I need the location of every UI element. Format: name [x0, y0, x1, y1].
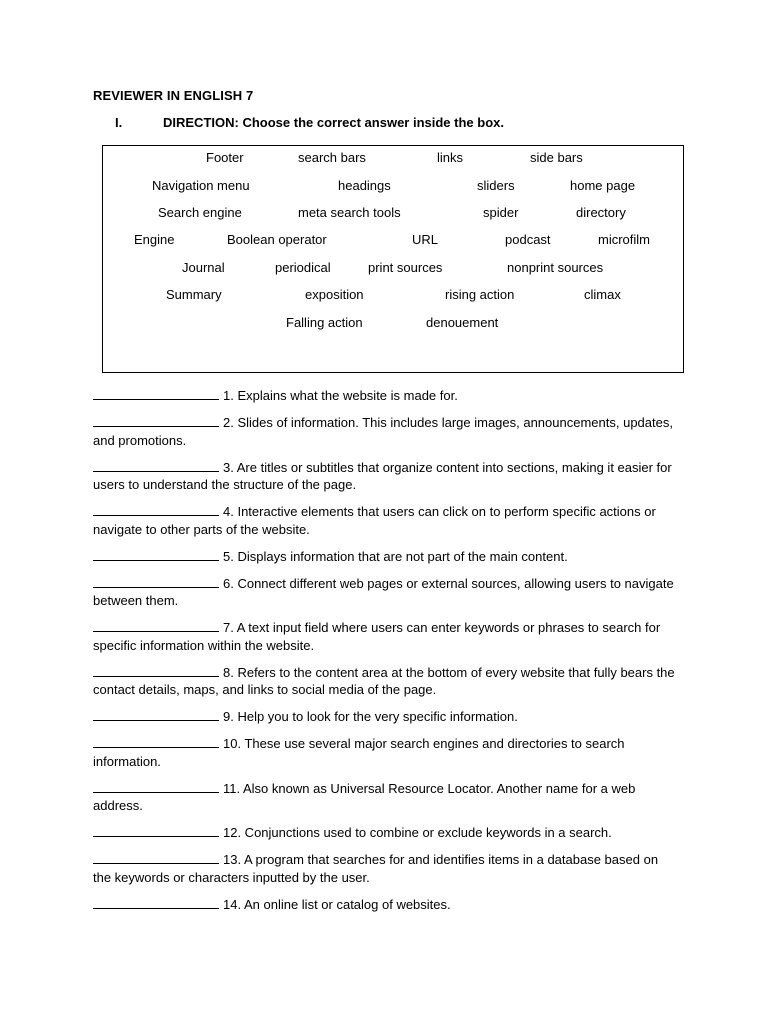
section-numeral: I. [115, 115, 123, 130]
direction-line [163, 115, 504, 130]
question-text: 12. Conjunctions used to combine or exclude keywords in a search. [223, 825, 612, 840]
answer-blank[interactable] [93, 781, 219, 793]
choice-item: links [437, 150, 464, 165]
choice-item: Search engine [158, 205, 242, 220]
choice-item: Journal [182, 260, 225, 275]
question-item [93, 735, 679, 770]
answer-blank[interactable] [93, 709, 219, 721]
question-item [93, 896, 679, 914]
choice-item: Summary [166, 287, 222, 302]
question-text: 4. Interactive elements that users can click on to perform specific actions or navigate to other parts of the website. [93, 504, 656, 537]
answer-blank[interactable] [93, 504, 219, 516]
choice-item: sliders [477, 178, 515, 193]
choice-item: print sources [368, 260, 443, 275]
question-item [93, 459, 679, 494]
question-item [93, 548, 679, 566]
question-text: 8. Refers to the content area at the bottom of every website that fully bears the contact details, maps, and links to social media of the page. [93, 664, 675, 697]
page-title: REVIEWER IN ENGLISH 7 [93, 88, 254, 103]
question-item [93, 414, 679, 449]
choice-item: URL [412, 232, 439, 247]
answer-blank[interactable] [93, 460, 219, 472]
choice-item: exposition [305, 287, 364, 302]
choice-item: side bars [530, 150, 583, 165]
choice-item: climax [584, 287, 621, 302]
answer-blank[interactable] [93, 665, 219, 677]
question-item [93, 664, 679, 699]
question-item [93, 851, 679, 886]
direction-label: DIRECTION: [163, 115, 239, 130]
question-item [93, 619, 679, 654]
choice-item: Navigation menu [152, 178, 250, 193]
choice-item: Engine [134, 232, 175, 247]
answer-blank[interactable] [93, 549, 219, 561]
answer-blank[interactable] [93, 736, 219, 748]
question-item [93, 575, 679, 610]
choice-item: rising action [445, 287, 515, 302]
question-text: 13. A program that searches for and identifies items in a database based on the keywords or characters inputted by the user. [93, 852, 659, 885]
question-item [93, 387, 679, 405]
choice-item: nonprint sources [507, 260, 604, 275]
question-text: 6. Connect different web pages or external sources, allowing users to navigate between them. [93, 575, 674, 608]
question-text: 10. These use several major search engines and directories to search information. [93, 736, 625, 769]
answer-blank[interactable] [93, 620, 219, 632]
choice-item: denouement [426, 315, 499, 330]
question-item [93, 780, 679, 815]
choice-item: Boolean operator [227, 232, 327, 247]
choices-box [102, 145, 684, 373]
question-text: 5. Displays information that are not part of the main content. [223, 548, 568, 564]
direction-text: Choose the correct answer inside the box. [242, 115, 504, 130]
question-item [93, 708, 679, 726]
answer-blank[interactable] [93, 897, 219, 909]
question-item [93, 503, 679, 538]
choice-item: Falling action [286, 315, 363, 330]
choice-item: search bars [298, 150, 366, 165]
choice-item: home page [570, 178, 636, 193]
question-text: 3. Are titles or subtitles that organize content into sections, making it easier for users to understand the structure of the page. [93, 459, 672, 492]
choice-item: spider [483, 205, 519, 220]
choice-item: Footer [206, 150, 244, 165]
answer-blank[interactable] [93, 825, 219, 837]
answer-blank[interactable] [93, 576, 219, 588]
question-item [93, 824, 679, 842]
question-list [93, 387, 679, 923]
choice-item: directory [576, 205, 626, 220]
question-text: 2. Slides of information. This includes large images, announcements, updates, and promotions. [93, 415, 673, 448]
question-text: 9. Help you to look for the very specific information. [223, 709, 518, 724]
question-text: 1. Explains what the website is made for. [223, 388, 458, 403]
question-text: 14. An online list or catalog of websites. [223, 896, 451, 912]
question-text: 11. Also known as Universal Resource Locator. Another name for a web address. [93, 780, 636, 813]
choice-item: microfilm [598, 232, 650, 247]
choice-item: headings [338, 178, 391, 193]
choice-item: meta search tools [298, 205, 401, 220]
choice-item: podcast [505, 232, 551, 247]
answer-blank[interactable] [93, 388, 219, 400]
answer-blank[interactable] [93, 415, 219, 427]
question-text: 7. A text input field where users can enter keywords or phrases to search for specific information within the website. [93, 620, 661, 653]
answer-blank[interactable] [93, 852, 219, 864]
choice-item: periodical [275, 260, 331, 275]
